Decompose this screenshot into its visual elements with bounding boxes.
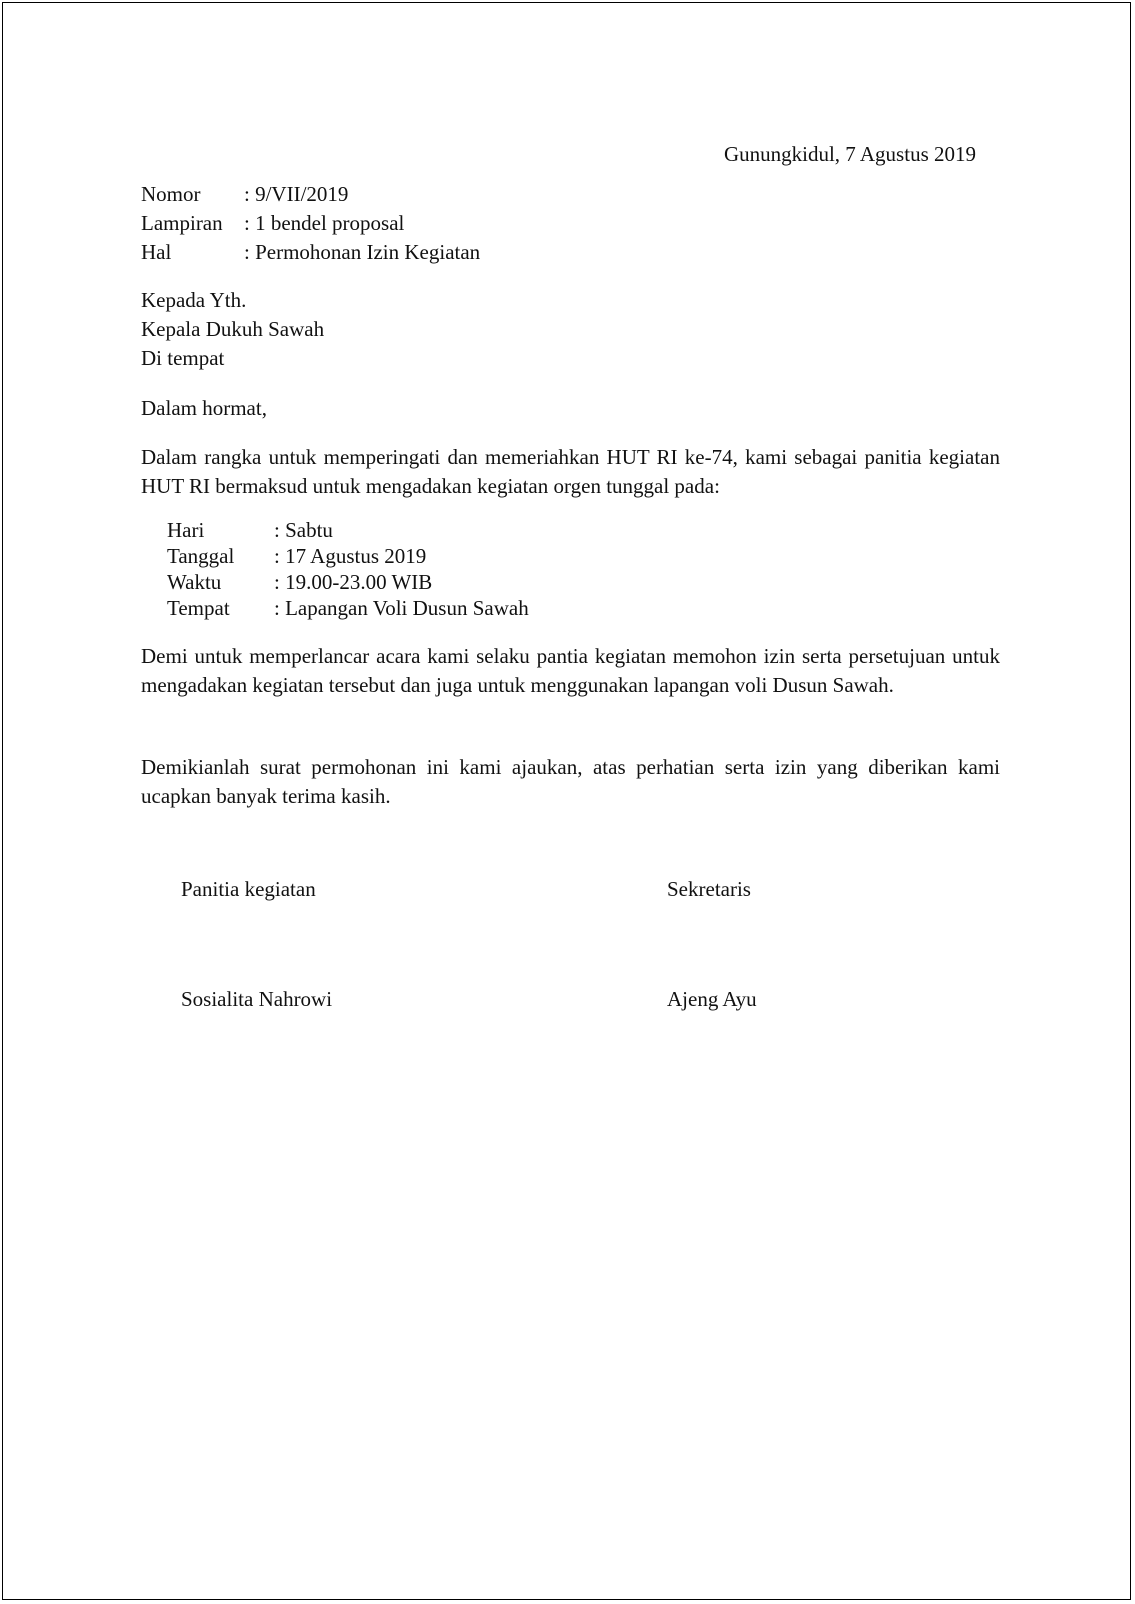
meta-key: Nomor xyxy=(141,182,201,206)
place-date: Gunungkidul, 7 Agustus 2019 xyxy=(723,142,976,166)
detail-value: : 19.00-23.00 WIB xyxy=(274,570,433,594)
detail-row-tempat xyxy=(167,594,529,620)
detail-key: Hari xyxy=(167,518,205,542)
paragraph-intro: Dalam rangka untuk memperingati dan memeriahkan HUT RI ke-74, kami sebagai panitia kegiatan HUT RI bermaksud untuk mengadakan kegiatan orgen tunggal pada: xyxy=(141,445,1000,498)
detail-value: : Sabtu xyxy=(274,518,333,542)
paragraph-request: Demi untuk memperlancar acara kami selaku pantia kegiatan memohon izin serta persetujuan untuk mengadakan kegiatan tersebut dan juga untuk menggunakan lapangan voli Dusun Sawah. xyxy=(141,644,1000,697)
meta-key: Lampiran xyxy=(141,211,223,235)
signature-left-name: Sosialita Nahrowi xyxy=(181,987,333,1011)
signature-left-role: Panitia kegiatan xyxy=(181,877,316,901)
letter-meta xyxy=(141,180,480,267)
detail-row-hari xyxy=(167,516,529,542)
meta-value: : Permohonan Izin Kegiatan xyxy=(244,240,481,264)
event-details xyxy=(167,516,529,620)
meta-value: : 9/VII/2019 xyxy=(244,182,349,206)
detail-key: Waktu xyxy=(167,570,222,594)
signature-right-name: Ajeng Ayu xyxy=(667,987,757,1011)
meta-row-nomor xyxy=(141,180,480,209)
detail-key: Tanggal xyxy=(167,544,235,568)
recipient-block xyxy=(141,286,324,373)
recipient-line: Kepada Yth. xyxy=(141,288,247,312)
paragraph-closing: Demikianlah surat permohonan ini kami ajaukan, atas perhatian serta izin yang diberikan kami ucapkan banyak terima kasih. xyxy=(141,755,1000,808)
detail-value: : 17 Agustus 2019 xyxy=(274,544,427,568)
detail-row-waktu xyxy=(167,568,529,594)
detail-value: : Lapangan Voli Dusun Sawah xyxy=(274,596,529,620)
recipient-line: Di tempat xyxy=(141,346,225,370)
meta-row-hal xyxy=(141,238,480,267)
letter-page xyxy=(2,2,1131,1600)
detail-row-tanggal xyxy=(167,542,529,568)
detail-key: Tempat xyxy=(167,596,230,620)
meta-key: Hal xyxy=(141,240,172,264)
recipient-line: Kepala Dukuh Sawah xyxy=(141,317,325,341)
meta-row-lampiran xyxy=(141,209,480,238)
meta-value: : 1 bendel proposal xyxy=(244,211,405,235)
signature-right-role: Sekretaris xyxy=(667,877,751,901)
greeting: Dalam hormat, xyxy=(141,396,267,420)
